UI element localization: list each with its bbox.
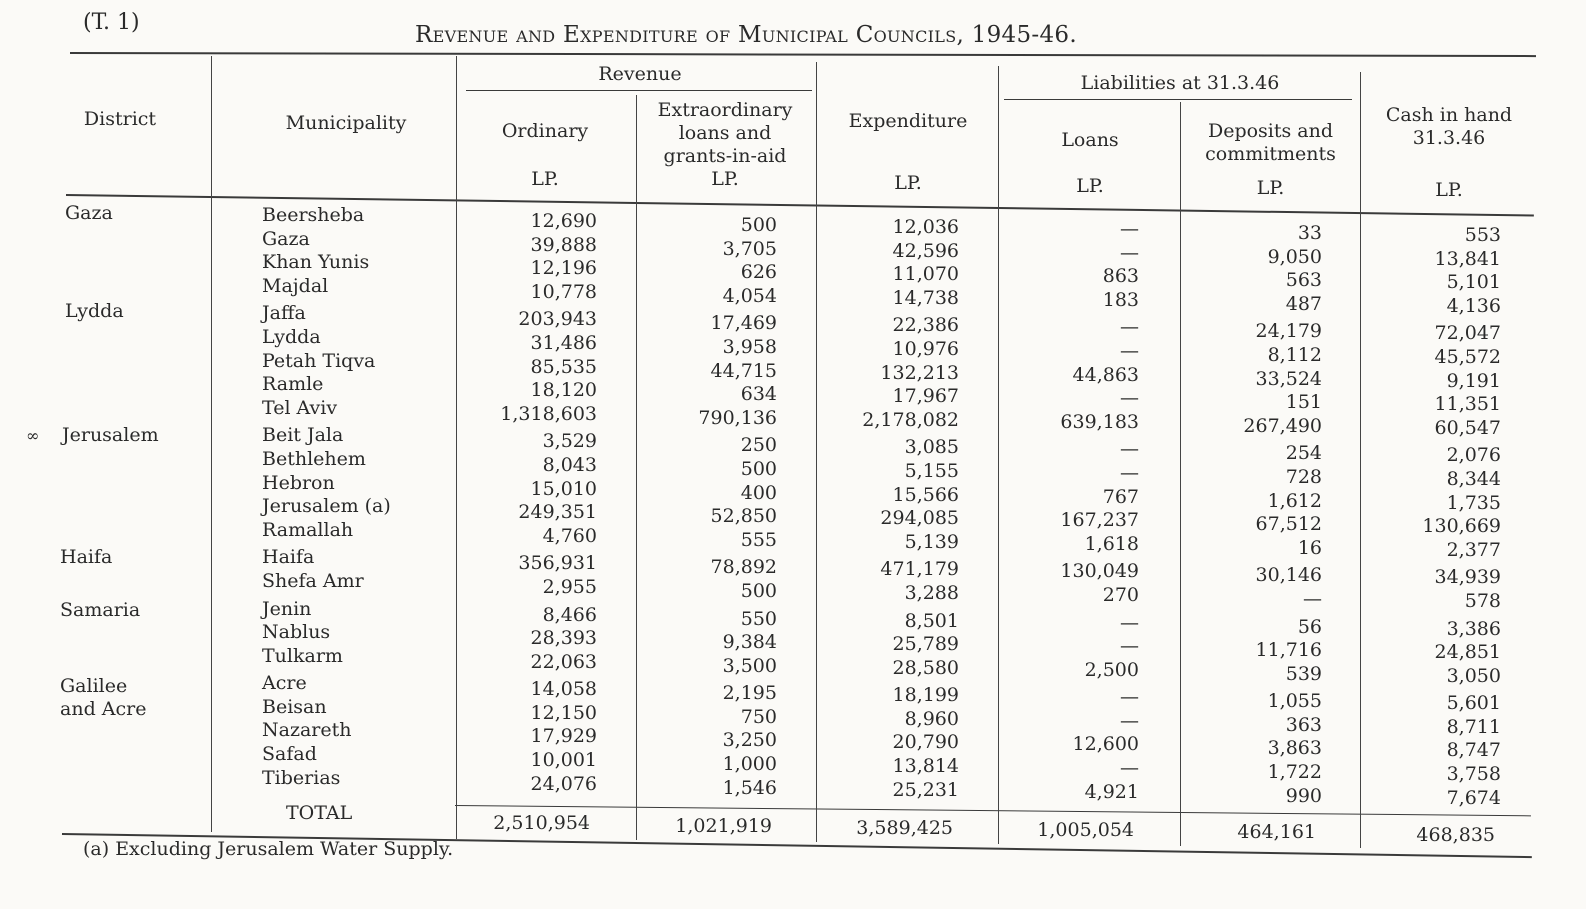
municipality-name: Ramle	[262, 373, 324, 396]
header-cash-unit: LP.	[1435, 179, 1463, 201]
loans-value: 270	[1102, 583, 1139, 606]
loans-value: 167,237	[1060, 509, 1139, 532]
extraordinary-value: 250	[740, 434, 777, 457]
loans-value: —	[1120, 757, 1139, 780]
extraordinary-value: 500	[740, 579, 777, 602]
municipality-name: Bethlehem	[262, 447, 366, 470]
cash-value: 3,758	[1446, 763, 1501, 786]
deposits-value: 56	[1297, 615, 1322, 638]
extraordinary-value: 1,546	[722, 776, 777, 799]
extraordinary-value: 634	[740, 383, 777, 406]
deposits-value: 33	[1297, 222, 1322, 244]
loans-value: 130,049	[1060, 560, 1139, 583]
extraordinary-value: 1,000	[722, 753, 777, 776]
expenditure-value: 13,814	[892, 755, 959, 778]
table-number: (T. 1)	[83, 10, 140, 35]
loans-value: 4,921	[1084, 780, 1139, 803]
cash-value: 7,674	[1446, 786, 1501, 809]
municipality-name: Tel Aviv	[262, 396, 338, 419]
loans-column	[1002, 218, 1139, 804]
district-label: Gaza	[65, 202, 113, 224]
municipality-name: Haifa	[262, 546, 315, 569]
municipality-name: Jenin	[262, 597, 312, 620]
cash-value: 553	[1464, 224, 1501, 246]
expenditure-value: 3,288	[904, 581, 959, 604]
extraordinary-value: 555	[740, 528, 777, 551]
ordinary-value: 4,760	[542, 524, 597, 547]
loans-value: —	[1120, 635, 1139, 658]
extraordinary-value: 500	[740, 457, 777, 480]
header-deposits: Deposits and commitments	[1205, 120, 1336, 165]
loans-value: 44,863	[1072, 363, 1139, 386]
loans-value: —	[1120, 686, 1139, 709]
ordinary-value: 12,690	[530, 210, 597, 232]
expenditure-value: 471,179	[880, 558, 959, 581]
municipality-name: Jaffa	[262, 302, 306, 325]
deposits-value: 1,055	[1267, 690, 1322, 713]
ordinary-value: 10,001	[530, 749, 597, 772]
loans-value: —	[1120, 438, 1139, 461]
ordinary-value: 12,150	[530, 701, 597, 724]
cash-value: 34,939	[1434, 566, 1501, 589]
ordinary-column	[470, 210, 597, 796]
district-label: Samaria	[60, 599, 141, 621]
loans-value: —	[1120, 241, 1139, 264]
expenditure-value: 3,085	[904, 436, 959, 459]
loans-value: —	[1120, 387, 1139, 410]
deposits-value: 33,524	[1255, 367, 1322, 390]
ordinary-value: 17,929	[530, 725, 597, 748]
header-ordinary: Ordinary	[501, 120, 589, 142]
deposits-value: 1,612	[1267, 489, 1322, 512]
deposits-value: 363	[1285, 713, 1322, 736]
total-extraordinary: 1,021,919	[675, 815, 772, 837]
cash-value: 1,735	[1446, 491, 1501, 514]
extraordinary-value: 78,892	[710, 556, 777, 579]
expenditure-value: 18,199	[892, 684, 959, 707]
deposits-value: 267,490	[1243, 414, 1322, 437]
cash-value: 5,101	[1446, 271, 1501, 294]
cash-value: 3,050	[1446, 664, 1501, 687]
municipality-name: Acre	[262, 672, 307, 695]
ordinary-value: 1,318,603	[500, 402, 597, 425]
expenditure-value: 12,036	[892, 216, 959, 238]
header-expenditure: Expenditure	[848, 110, 968, 132]
ordinary-value: 31,486	[530, 331, 597, 354]
loans-value: —	[1120, 316, 1139, 339]
expenditure-value: 25,789	[892, 633, 959, 656]
deposits-value: 24,179	[1255, 320, 1322, 343]
ordinary-value: 15,010	[530, 477, 597, 500]
extraordinary-value: 3,500	[722, 654, 777, 677]
municipality-name: Hebron	[262, 471, 335, 494]
loans-value: —	[1120, 709, 1139, 732]
footnote: (a) Excluding Jerusalem Water Supply.	[83, 838, 454, 860]
total-expenditure: 3,589,425	[856, 817, 953, 839]
header-loans: Loans	[1061, 129, 1119, 151]
deposits-value: 16	[1297, 536, 1322, 559]
expenditure-value: 10,976	[892, 337, 959, 360]
cash-value: 45,572	[1434, 345, 1501, 368]
loans-value: 2,500	[1084, 658, 1139, 681]
cash-value: 24,851	[1434, 641, 1501, 664]
deposits-value: 11,716	[1255, 639, 1322, 662]
extraordinary-value: 2,195	[722, 682, 777, 705]
expenditure-value: 5,155	[904, 459, 959, 482]
header-extraordinary: Extraordinary loans and grants-in-aid LP.	[657, 99, 793, 190]
header-deposits-unit: LP.	[1256, 177, 1285, 199]
ordinary-value: 3,529	[542, 430, 597, 453]
page-title: Revenue and Expenditure of Municipal Councils, 1945-46.	[415, 22, 1077, 48]
expenditure-value: 8,501	[904, 609, 959, 632]
municipality-column	[262, 204, 391, 790]
deposits-column	[1184, 222, 1322, 808]
deposits-value: 9,050	[1267, 245, 1322, 268]
municipality-name: Beit Jala	[262, 424, 344, 447]
column-divider	[211, 56, 212, 832]
district-label: Lydda	[65, 300, 124, 322]
extraordinary-value: 626	[740, 261, 777, 284]
deposits-value: 563	[1285, 269, 1322, 292]
loans-value: 863	[1102, 265, 1139, 288]
ordinary-value: 249,351	[518, 501, 597, 524]
deposits-value: 1,722	[1267, 761, 1322, 784]
municipality-name: Majdal	[262, 274, 329, 297]
municipality-name: Gaza	[262, 227, 310, 250]
loans-value: —	[1120, 218, 1139, 240]
extraordinary-value: 550	[740, 607, 777, 630]
header-district: District	[83, 108, 157, 130]
expenditure-value: 20,790	[892, 731, 959, 754]
extraordinary-value: 750	[740, 705, 777, 728]
ordinary-value: 85,535	[530, 355, 597, 378]
ordinary-value: 39,888	[530, 233, 597, 256]
cash-value: 8,747	[1446, 739, 1501, 762]
municipality-name: Jerusalem (a)	[262, 495, 391, 518]
cash-column	[1364, 224, 1501, 810]
extraordinary-value: 3,705	[722, 237, 777, 260]
ordinary-value: 22,063	[530, 650, 597, 673]
expenditure-value: 11,070	[892, 263, 959, 286]
expenditure-value: 294,085	[880, 507, 959, 530]
municipality-name: Tiberias	[262, 766, 341, 789]
deposits-value: 487	[1285, 292, 1322, 315]
expenditure-value: 5,139	[904, 530, 959, 553]
column-divider	[1180, 102, 1181, 846]
top-rule	[70, 52, 1536, 57]
column-divider	[816, 62, 817, 842]
district-label: Haifa	[60, 546, 113, 568]
cash-value: 2,377	[1446, 538, 1501, 561]
expenditure-value: 22,386	[892, 314, 959, 337]
municipality-name: Nablus	[262, 621, 331, 644]
total-loans: 1,005,054	[1037, 819, 1134, 841]
deposits-value: 990	[1285, 784, 1322, 807]
extraordinary-value: 500	[740, 214, 777, 236]
deposits-value: 30,146	[1255, 564, 1322, 587]
ordinary-value: 8,043	[542, 453, 597, 476]
municipality-name: Petah Tiqva	[262, 349, 376, 372]
municipality-name: Shefa Amr	[262, 569, 364, 592]
column-divider	[998, 66, 999, 844]
expenditure-column	[820, 216, 959, 802]
deposits-value: 3,863	[1267, 737, 1322, 760]
ordinary-value: 203,943	[518, 308, 597, 331]
cash-value: 5,601	[1446, 692, 1501, 715]
deposits-value: 254	[1285, 442, 1322, 465]
extraordinary-value: 52,850	[710, 505, 777, 528]
municipality-name: Safad	[262, 743, 317, 766]
cash-value: 8,711	[1446, 715, 1501, 738]
ordinary-value: 14,058	[530, 678, 597, 701]
column-divider	[456, 56, 457, 839]
cash-value: 4,136	[1446, 294, 1501, 317]
cash-value: 13,841	[1434, 247, 1501, 270]
cash-value: 3,386	[1446, 617, 1501, 640]
loans-value: —	[1120, 461, 1139, 484]
margin-mark: ∞	[26, 426, 40, 445]
cash-value: 72,047	[1434, 322, 1501, 345]
column-divider	[1360, 72, 1361, 848]
ordinary-value: 2,955	[542, 575, 597, 598]
header-cash: Cash in hand 31.3.46	[1385, 104, 1513, 149]
municipality-name: Beisan	[262, 695, 327, 718]
ordinary-value: 8,466	[542, 603, 597, 626]
extraordinary-value: 9,384	[722, 631, 777, 654]
deposits-value: 728	[1285, 465, 1322, 488]
deposits-value: 151	[1285, 391, 1322, 414]
deposits-value: 539	[1285, 662, 1322, 685]
ordinary-value: 356,931	[518, 552, 597, 575]
loans-value: —	[1120, 611, 1139, 634]
expenditure-value: 132,213	[880, 361, 959, 384]
cash-value: 60,547	[1434, 416, 1501, 439]
ordinary-value: 28,393	[530, 627, 597, 650]
revenue-group-rule	[466, 90, 812, 91]
expenditure-value: 28,580	[892, 656, 959, 679]
expenditure-value: 25,231	[892, 778, 959, 801]
expenditure-value: 42,596	[892, 239, 959, 262]
municipality-name: Ramallah	[262, 518, 354, 541]
column-divider	[636, 95, 637, 840]
cash-value: 130,669	[1422, 515, 1501, 538]
extraordinary-value: 3,958	[722, 335, 777, 358]
loans-value: —	[1120, 339, 1139, 362]
header-expenditure-unit: LP.	[894, 172, 922, 194]
loans-value: 12,600	[1072, 733, 1139, 756]
extraordinary-value: 44,715	[710, 359, 777, 382]
municipality-name: Lydda	[262, 325, 321, 348]
extraordinary-value: 3,250	[722, 729, 777, 752]
total-label: TOTAL	[286, 802, 353, 824]
expenditure-value: 17,967	[892, 385, 959, 408]
municipality-name: Beersheba	[262, 204, 365, 226]
ordinary-value: 18,120	[530, 379, 597, 402]
cash-value: 578	[1464, 589, 1501, 612]
extraordinary-value: 790,136	[698, 406, 777, 429]
expenditure-value: 15,566	[892, 483, 959, 506]
header-loans-unit: LP.	[1076, 175, 1104, 197]
loans-value: 183	[1102, 288, 1139, 311]
municipality-name: Tulkarm	[262, 644, 343, 667]
expenditure-value: 8,960	[904, 707, 959, 730]
liabilities-group-rule	[1004, 99, 1352, 100]
deposits-value: 8,112	[1267, 343, 1322, 366]
cash-value: 2,076	[1446, 444, 1501, 467]
municipality-name: Nazareth	[262, 719, 352, 742]
total-deposits: 464,161	[1237, 821, 1316, 843]
deposits-value: —	[1303, 587, 1322, 610]
extraordinary-value: 4,054	[722, 284, 777, 307]
expenditure-value: 2,178,082	[862, 408, 959, 431]
deposits-value: 67,512	[1255, 513, 1322, 536]
district-label: and Acre	[60, 698, 147, 720]
ordinary-value: 12,196	[530, 257, 597, 280]
cash-value: 9,191	[1446, 369, 1501, 392]
header-liabilities-group: Liabilities at 31.3.46	[1080, 72, 1280, 94]
loans-value: 639,183	[1060, 410, 1139, 433]
total-cash: 468,835	[1416, 824, 1495, 846]
ordinary-value: 24,076	[530, 772, 597, 795]
extraordinary-value: 17,469	[710, 312, 777, 335]
total-ordinary: 2,510,954	[493, 812, 590, 834]
header-municipality: Municipality	[285, 112, 407, 134]
ordinary-value: 10,778	[530, 280, 597, 303]
header-revenue-group: Revenue	[598, 63, 682, 85]
extraordinary-value: 400	[740, 481, 777, 504]
extraordinary-column	[640, 214, 777, 800]
municipality-name: Khan Yunis	[262, 251, 370, 274]
cash-value: 8,344	[1446, 467, 1501, 490]
loans-value: 1,618	[1084, 532, 1139, 555]
district-label: Jerusalem	[62, 424, 159, 446]
expenditure-value: 14,738	[892, 286, 959, 309]
header-ordinary-unit: LP.	[531, 168, 559, 190]
cash-value: 11,351	[1434, 393, 1501, 416]
district-label: Galilee	[60, 675, 128, 697]
loans-value: 767	[1102, 485, 1139, 508]
